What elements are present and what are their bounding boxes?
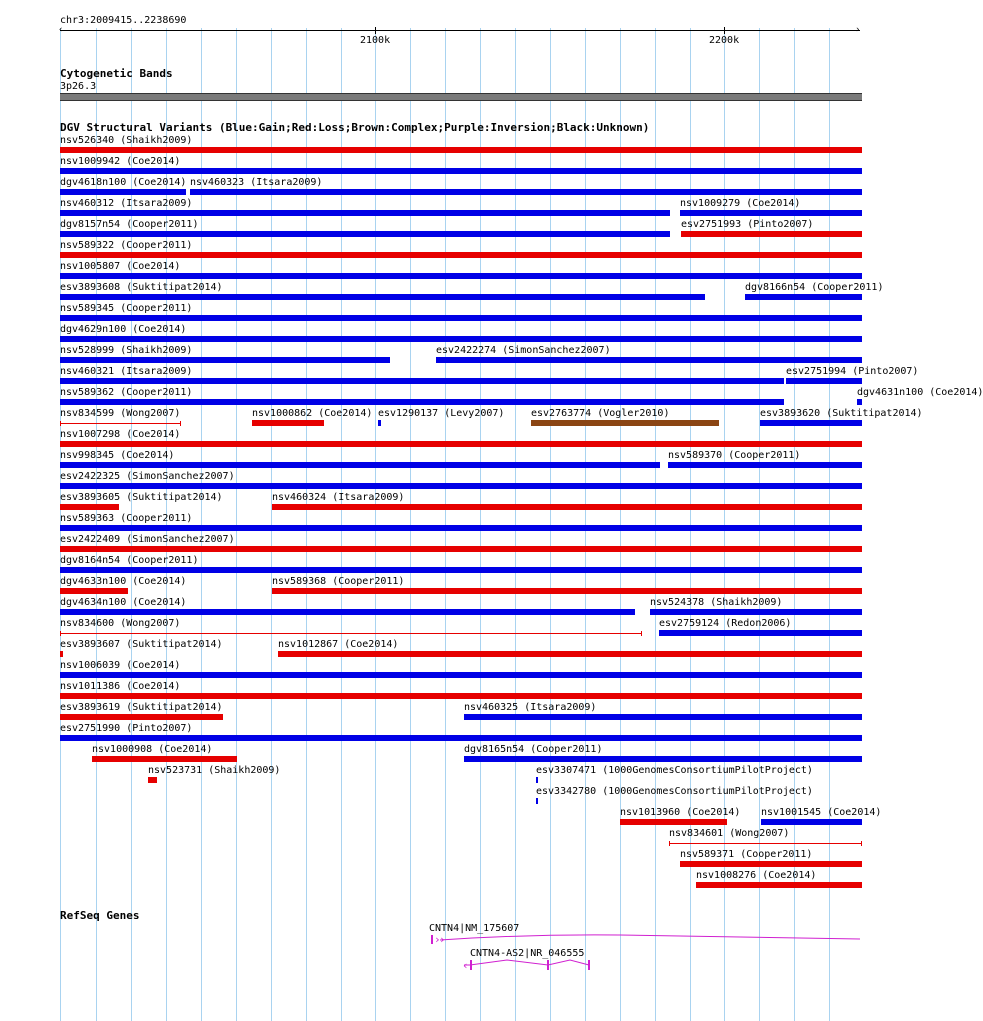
variant-label[interactable]: nsv1000908 (Coe2014) [92, 744, 213, 755]
ruler-tick-label: 2200k [709, 35, 740, 46]
gene-model-cntn4-as2[interactable] [462, 958, 594, 972]
strand-arrow-icon: › [439, 933, 446, 946]
variant-label[interactable]: nsv1009942 (Coe2014) [60, 156, 181, 167]
variant-label[interactable]: nsv523731 (Shaikh2009) [148, 765, 281, 776]
svg-text:‹: ‹ [462, 959, 469, 972]
variant-label[interactable]: nsv528999 (Shaikh2009) [60, 345, 193, 356]
variant-label[interactable]: esv2759124 (Redon2006) [659, 618, 792, 629]
variant-label[interactable]: dgv8166n54 (Cooper2011) [745, 282, 884, 293]
variant-label[interactable]: dgv8165n54 (Cooper2011) [464, 744, 603, 755]
variant-label[interactable]: esv3307471 (1000GenomesConsortiumPilotProject) [536, 765, 813, 776]
variant-label[interactable]: dgv4629n100 (Coe2014) [60, 324, 187, 335]
variant-bar[interactable] [378, 420, 381, 426]
variant-end-tick [669, 841, 670, 846]
variant-label[interactable]: nsv998345 (Coe2014) [60, 450, 175, 461]
variant-end-tick [861, 841, 862, 846]
variant-bar[interactable] [60, 336, 862, 342]
variant-bar[interactable] [252, 420, 324, 426]
variant-label[interactable]: esv2751990 (Pinto2007) [60, 723, 193, 734]
ruler-axis [60, 30, 860, 31]
variant-label[interactable]: nsv460323 (Itsara2009) [190, 177, 323, 188]
variant-label[interactable]: nsv524378 (Shaikh2009) [650, 597, 783, 608]
variant-label[interactable]: nsv1007298 (Coe2014) [60, 429, 181, 440]
variant-bar[interactable] [531, 420, 719, 426]
variant-bar[interactable] [696, 882, 862, 888]
variant-label[interactable]: esv2751994 (Pinto2007) [786, 366, 919, 377]
variant-bar[interactable] [60, 168, 862, 174]
variant-bar[interactable] [536, 798, 538, 804]
variant-bar[interactable] [857, 399, 862, 405]
variant-bar[interactable] [60, 672, 862, 678]
variant-label[interactable]: esv3893605 (Suktitipat2014) [60, 492, 223, 503]
variant-label[interactable]: nsv589345 (Cooper2011) [60, 303, 193, 314]
variant-label[interactable]: dgv4631n100 (Coe2014) [857, 387, 983, 398]
gene-exon [431, 935, 433, 944]
variant-label[interactable]: nsv1000862 (Coe2014) [252, 408, 373, 419]
variant-bar[interactable] [786, 378, 862, 384]
ruler-right-arrow: › [855, 25, 861, 35]
variant-label[interactable]: esv1290137 (Levy2007) [378, 408, 505, 419]
variant-bar[interactable] [60, 567, 862, 573]
variant-bar[interactable] [60, 714, 223, 720]
variant-label[interactable]: esv2422274 (SimonSanchez2007) [436, 345, 611, 356]
cytoband-label: 3p26.3 [60, 81, 97, 92]
variant-bar[interactable] [620, 819, 727, 825]
variant-label[interactable]: nsv589362 (Cooper2011) [60, 387, 193, 398]
variant-end-tick [60, 631, 61, 636]
variant-label[interactable]: dgv4633n100 (Coe2014) [60, 576, 187, 587]
variant-bar[interactable] [60, 147, 862, 153]
variant-bar[interactable] [92, 756, 237, 762]
refseq-track-title[interactable]: RefSeq Genes [60, 909, 140, 922]
location-label: chr3:2009415..2238690 [60, 15, 187, 26]
variant-bar[interactable] [464, 714, 862, 720]
variant-bar[interactable] [60, 633, 642, 634]
variant-label[interactable]: nsv589322 (Cooper2011) [60, 240, 193, 251]
variant-label[interactable]: nsv1013960 (Coe2014) [620, 807, 741, 818]
variant-bar[interactable] [60, 357, 390, 363]
variant-bar[interactable] [60, 231, 670, 237]
variant-bar[interactable] [60, 525, 862, 531]
variant-label[interactable]: nsv834600 (Wong2007) [60, 618, 181, 629]
variant-bar[interactable] [464, 756, 862, 762]
variant-bar[interactable] [190, 189, 862, 195]
variant-label[interactable]: dgv8157n54 (Cooper2011) [60, 219, 199, 230]
variant-bar[interactable] [436, 357, 862, 363]
ruler-tick [375, 27, 376, 34]
variant-bar[interactable] [680, 861, 862, 867]
variant-bar[interactable] [60, 423, 181, 424]
variant-label[interactable]: nsv460325 (Itsara2009) [464, 702, 597, 713]
variant-label[interactable]: nsv460324 (Itsara2009) [272, 492, 405, 503]
variant-bar[interactable] [760, 420, 862, 426]
variant-label[interactable]: nsv589368 (Cooper2011) [272, 576, 405, 587]
variant-label[interactable]: dgv8164n54 (Cooper2011) [60, 555, 199, 566]
ruler-tick-label: 2100k [360, 35, 391, 46]
variant-label[interactable]: nsv526340 (Shaikh2009) [60, 135, 193, 146]
variant-label[interactable]: dgv4634n100 (Coe2014) [60, 597, 187, 608]
variant-bar[interactable] [60, 651, 63, 657]
variant-bar[interactable] [60, 588, 128, 594]
variant-bar[interactable] [272, 588, 862, 594]
variant-bar[interactable] [60, 294, 705, 300]
variant-bar[interactable] [668, 462, 862, 468]
cytoband-bar[interactable] [60, 93, 862, 101]
variant-label[interactable]: esv3893608 (Suktitipat2014) [60, 282, 223, 293]
variant-bar[interactable] [60, 189, 186, 195]
variant-bar[interactable] [669, 843, 862, 844]
variant-bar[interactable] [60, 693, 862, 699]
variant-bar[interactable] [60, 609, 635, 615]
variant-bar[interactable] [60, 252, 862, 258]
variant-label[interactable]: nsv1005807 (Coe2014) [60, 261, 181, 272]
variant-label[interactable]: nsv589370 (Cooper2011) [668, 450, 801, 461]
variant-label[interactable]: esv3893607 (Suktitipat2014) [60, 639, 223, 650]
variant-bar[interactable] [536, 777, 538, 783]
ruler-left-arrow: ‹ [58, 25, 64, 35]
gene-label-cntn4[interactable]: CNTN4|NM_175607 [429, 923, 520, 934]
variant-bar[interactable] [60, 735, 862, 741]
variant-label[interactable]: esv3893619 (Suktitipat2014) [60, 702, 223, 713]
strand-arrow-icon: › [434, 933, 441, 946]
variant-bar[interactable] [60, 273, 862, 279]
variant-bar[interactable] [680, 210, 862, 216]
variant-bar[interactable] [60, 378, 784, 384]
variant-bar[interactable] [60, 546, 862, 552]
variant-label[interactable]: nsv1006039 (Coe2014) [60, 660, 181, 671]
variant-bar[interactable] [60, 315, 862, 321]
variant-label[interactable]: nsv589371 (Cooper2011) [680, 849, 813, 860]
variant-bar[interactable] [60, 399, 784, 405]
dgv-track-title[interactable]: DGV Structural Variants (Blue:Gain;Red:Loss;Brown:Complex;Purple:Inversion;Black:Unknown) [60, 121, 650, 134]
variant-end-tick [180, 421, 181, 426]
cytoband-track-title[interactable]: Cytogenetic Bands [60, 67, 173, 80]
variant-end-tick [641, 631, 642, 636]
variant-bar[interactable] [681, 231, 862, 237]
variant-bar[interactable] [60, 210, 670, 216]
variant-label[interactable]: nsv460312 (Itsara2009) [60, 198, 193, 209]
variant-bar[interactable] [60, 504, 119, 510]
variant-label[interactable]: nsv1008276 (Coe2014) [696, 870, 817, 881]
variant-label[interactable]: nsv834599 (Wong2007) [60, 408, 181, 419]
variant-bar[interactable] [659, 630, 862, 636]
variant-end-tick [60, 421, 61, 426]
variant-label[interactable]: nsv1001545 (Coe2014) [761, 807, 882, 818]
variant-label[interactable]: nsv460321 (Itsara2009) [60, 366, 193, 377]
variant-bar[interactable] [60, 441, 862, 447]
variant-bar[interactable] [761, 819, 862, 825]
gene-model-cntn4[interactable] [440, 932, 862, 944]
variant-bar[interactable] [272, 504, 862, 510]
gene-label-cntn4-as2[interactable]: CNTN4-AS2|NR_046555 [470, 948, 585, 959]
variant-label[interactable]: dgv4618n100 (Coe2014) [60, 177, 187, 188]
variant-bar[interactable] [745, 294, 862, 300]
variant-label[interactable]: nsv1012867 (Coe2014) [278, 639, 399, 650]
variant-label[interactable]: esv3342780 (1000GenomesConsortiumPilotProject) [536, 786, 813, 797]
variant-label[interactable]: esv2422325 (SimonSanchez2007) [60, 471, 235, 482]
variant-bar[interactable] [148, 777, 157, 783]
variant-label[interactable]: nsv834601 (Wong2007) [669, 828, 790, 839]
variant-label[interactable]: esv2422409 (SimonSanchez2007) [60, 534, 235, 545]
variant-label[interactable]: esv2763774 (Vogler2010) [531, 408, 670, 419]
variant-label[interactable]: esv3893620 (Suktitipat2014) [760, 408, 923, 419]
variant-bar[interactable] [60, 462, 660, 468]
variant-bar[interactable] [278, 651, 862, 657]
variant-label[interactable]: nsv589363 (Cooper2011) [60, 513, 193, 524]
variant-label[interactable]: nsv1011386 (Coe2014) [60, 681, 181, 692]
variant-label[interactable]: nsv1009279 (Coe2014) [680, 198, 801, 209]
variant-bar[interactable] [60, 483, 862, 489]
ruler-tick [724, 27, 725, 34]
variant-bar[interactable] [650, 609, 862, 615]
variant-label[interactable]: esv2751993 (Pinto2007) [681, 219, 814, 230]
